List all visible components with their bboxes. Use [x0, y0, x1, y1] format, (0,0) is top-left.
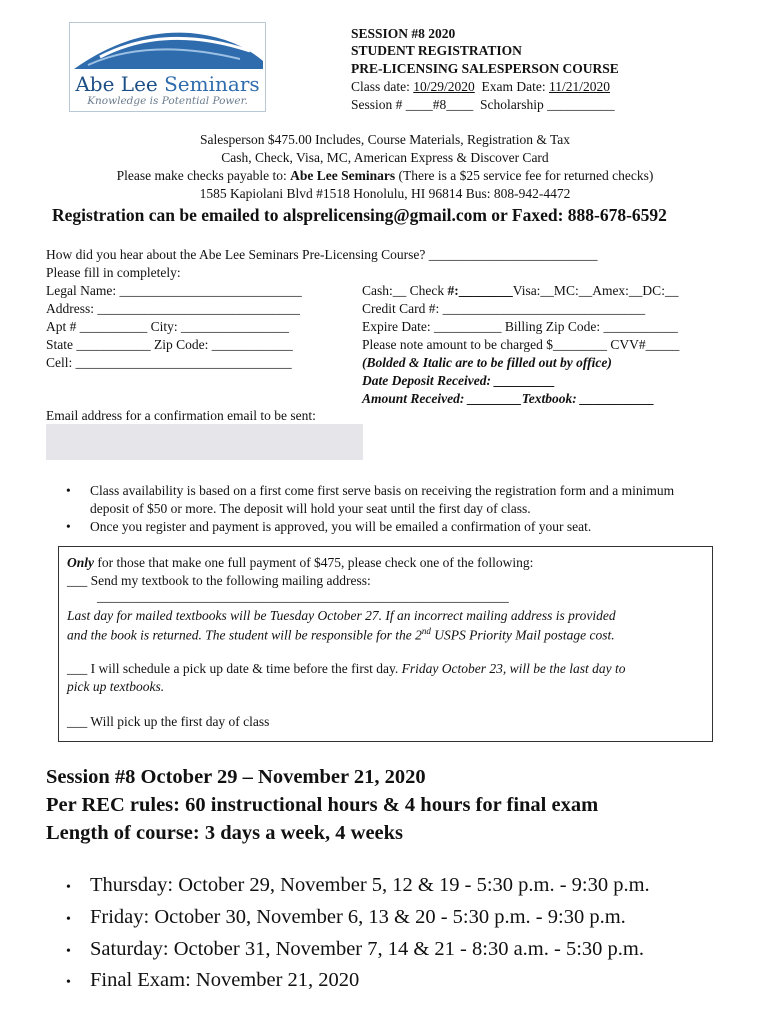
email-label: Email address for a confirmation email to be sent:: [46, 408, 316, 423]
class-date: 10/29/2020: [413, 79, 475, 94]
amount-received-field: Amount Received: ________Textbook: ___________: [362, 391, 655, 406]
state-zip-field[interactable]: State ___________ Zip Code: ____________: [46, 337, 293, 352]
textbook-intro: Only for those that make one full payment of $475, please check one of the following:: [67, 555, 534, 570]
list-item: • Once you register and payment is approved, you will be emailed a confirmation of your seat.: [66, 519, 592, 534]
course-length-heading: Length of course: 3 days a week, 4 weeks: [46, 822, 404, 844]
list-item: • Friday: October 30, November 6, 13 & 20 - 5:30 p.m. - 9:30 p.m.: [66, 906, 626, 928]
referral-question[interactable]: How did you hear about the Abe Lee Seminars Pre-Licensing Course? _________________________: [46, 247, 598, 262]
list-item: • Class availability is based on a first come first serve basis on receiving the registration form and a minimum deposit of $50 or more. The deposit will hold your seat until the first day of class.: [66, 483, 675, 516]
company-logo: [69, 22, 266, 112]
expire-billing-zip-field[interactable]: Expire Date: __________ Billing Zip Code: ___________: [362, 319, 678, 334]
list-item: • Thursday: October 29, November 5, 12 & 19 - 5:30 p.m. - 9:30 p.m.: [66, 874, 650, 896]
fill-completely-label: Please fill in completely:: [46, 265, 181, 280]
office-address: 1585 Kapiolani Blvd #1518 Honolulu, HI 96814 Bus: 808-942-4472: [199, 186, 571, 201]
date-deposit-field: Date Deposit Received: _________: [362, 373, 556, 388]
pickup-deadline-note: pick up textbooks.: [67, 679, 165, 694]
payment-types: Cash, Check, Visa, MC, American Express & Discover Card: [221, 150, 549, 165]
header-student-registration: STUDENT REGISTRATION: [351, 43, 522, 58]
rec-hours-heading: Per REC rules: 60 instructional hours & 4 hours for final exam: [46, 794, 599, 816]
mail-postage-note: and the book is returned. The student will be responsible for the 2nd USPS Priority Mail postage cost.: [67, 626, 615, 643]
logo-brand-name: Abe Lee Seminars: [75, 72, 260, 96]
address-field[interactable]: Address: ______________________________: [46, 301, 300, 316]
session-dates-heading: Session #8 October 29 – November 21, 2020: [46, 766, 426, 788]
session-number: ____#8____: [405, 97, 474, 112]
office-use-note: (Bolded & Italic are to be filled out by office): [362, 355, 612, 370]
option-pickup-date[interactable]: ___ I will schedule a pick up date & time before the first day. Friday October 23, will be the last day to: [67, 661, 626, 676]
bullet-icon: •: [66, 483, 71, 498]
bullet-icon: •: [66, 880, 71, 895]
cell-field[interactable]: Cell: ________________________________: [46, 355, 292, 370]
mountain-logo-icon: [70, 23, 267, 73]
mailing-address-line[interactable]: _____________________________________________________________: [97, 589, 509, 604]
bullet-icon: •: [66, 975, 71, 990]
header-course-name: PRE-LICENSING SALESPERSON COURSE: [351, 61, 619, 76]
apt-city-field[interactable]: Apt # __________ City: ________________: [46, 319, 290, 334]
option-mail-textbook[interactable]: ___ Send my textbook to the following mailing address:: [67, 573, 371, 588]
option-pickup-first-day[interactable]: ___ Will pick up the first day of class: [67, 714, 270, 729]
bullet-icon: •: [66, 944, 71, 959]
payment-method-field[interactable]: Cash:__ Check #:________Visa:__MC:__Amex:__DC:__: [362, 283, 679, 298]
check-payable-note: Please make checks payable to: Abe Lee Seminars (There is a $25 service fee for returned checks): [116, 168, 654, 183]
textbook-options-box: [58, 546, 713, 742]
bullet-icon: •: [66, 912, 71, 927]
mail-deadline-note: Last day for mailed textbooks will be Tuesday October 27. If an incorrect mailing address is provided: [67, 608, 616, 623]
list-item: • Final Exam: November 21, 2020: [66, 969, 360, 991]
exam-date: 11/21/2020: [549, 79, 611, 94]
header-session-scholarship: Session # ____#8____ Scholarship __________: [351, 97, 615, 112]
registration-heading: Registration can be emailed to alsprelicensing@gmail.com or Faxed: 888-678-6592: [52, 205, 667, 225]
price-info: Salesperson $475.00 Includes, Course Materials, Registration & Tax: [200, 132, 570, 147]
list-item: • Saturday: October 31, November 7, 14 & 21 - 8:30 a.m. - 5:30 p.m.: [66, 938, 644, 960]
header-dates: Class date: 10/29/2020 Exam Date: 11/21/2020: [351, 79, 611, 94]
charge-amount-field[interactable]: Please note amount to be charged $________ CVV#_____: [362, 337, 680, 352]
logo-tagline: Knowledge is Potential Power.: [87, 95, 248, 107]
legal-name-field[interactable]: Legal Name: ___________________________: [46, 283, 302, 298]
credit-card-field[interactable]: Credit Card #: ______________________________: [362, 301, 646, 316]
email-input[interactable]: [46, 424, 363, 460]
header-session-title: SESSION #8 2020: [351, 26, 456, 41]
bullet-icon: •: [66, 519, 71, 534]
